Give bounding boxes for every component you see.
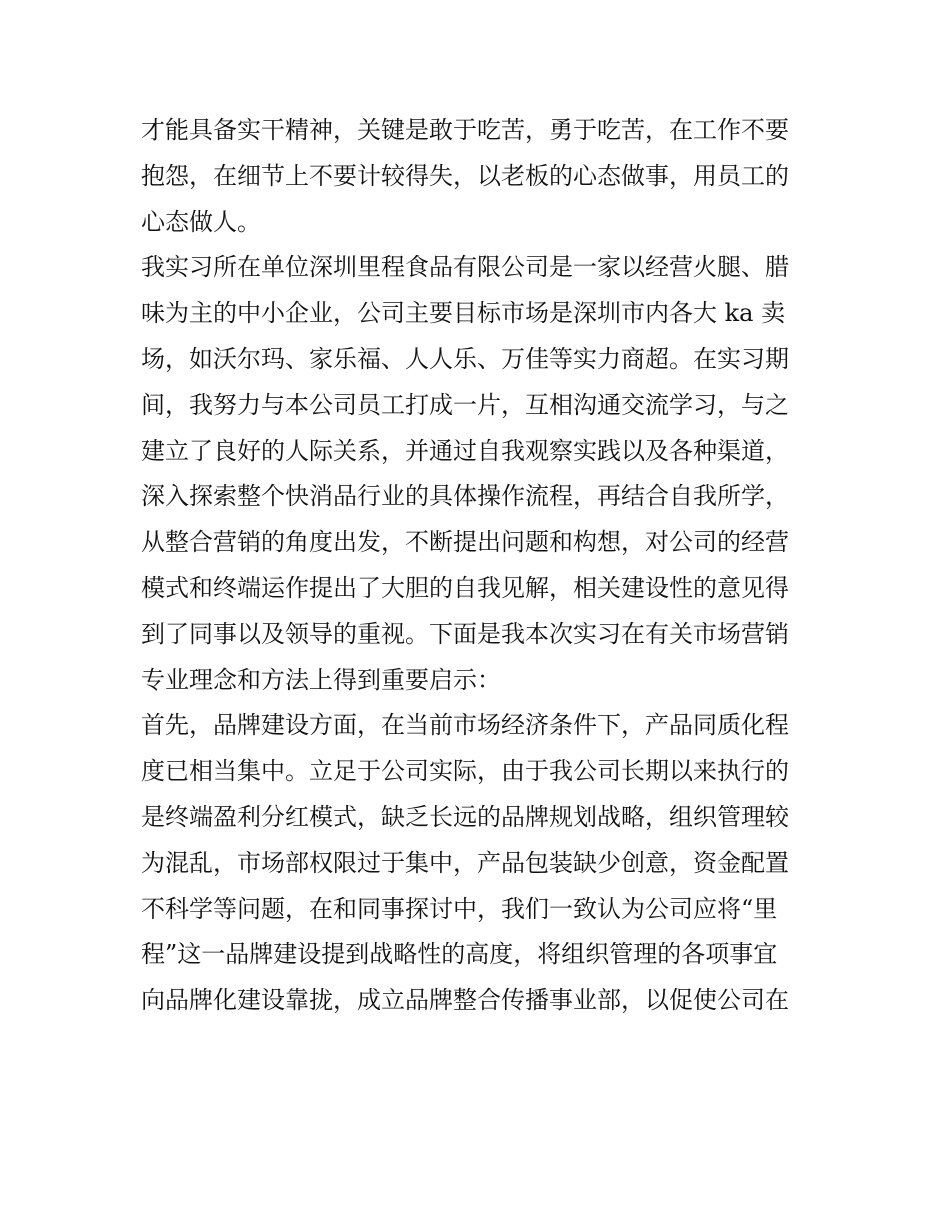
text-line: 为混乱，市场部权限过于集中，产品包装缺少创意，资金配置 bbox=[141, 848, 789, 877]
text-line: 心态做人。 bbox=[141, 207, 261, 236]
text-line: 程”这一品牌建设提到战略性的高度，将组织管理的各项事宜 bbox=[141, 940, 778, 969]
text-line: 才能具备实干精神，关键是敢于吃苦，勇于吃苦，在工作不要 bbox=[141, 116, 789, 144]
text-line: 味为主的中小企业，公司主要目标市场是深圳市内各大 ka 卖 bbox=[141, 299, 786, 328]
text-line: 首先，品牌建设方面，在当前市场经济条件下，产品同质化程 bbox=[141, 711, 789, 740]
text-line: 专业理念和方法上得到重要启示： bbox=[141, 665, 501, 694]
text-line: 向品牌化建设靠拢，成立品牌整合传播事业部，以促使公司在 bbox=[141, 986, 789, 1015]
text-line: 场，如沃尔玛、家乐福、人人乐、万佳等实力商超。在实习期 bbox=[141, 344, 789, 373]
text-line: 度已相当集中。立足于公司实际，由于我公司长期以来执行的 bbox=[141, 757, 789, 786]
text-line: 不科学等问题，在和同事探讨中，我们一致认为公司应将“里 bbox=[141, 894, 778, 923]
text-line: 从整合营销的角度出发，不断提出问题和构想，对公司的经营 bbox=[141, 528, 789, 557]
text-line: 是终端盈利分红模式，缺乏长远的品牌规划战略，组织管理较 bbox=[141, 802, 789, 831]
text-line: 到了同事以及领导的重视。下面是我本次实习在有关市场营销 bbox=[141, 619, 789, 648]
text-line: 模式和终端运作提出了大胆的自我见解，相关建设性的意见得 bbox=[141, 573, 789, 602]
text-line: 建立了良好的人际关系，并通过自我观察实践以及各种渠道， bbox=[141, 436, 789, 465]
text-line: 抱怨，在细节上不要计较得失，以老板的心态做事，用员工的 bbox=[141, 161, 789, 190]
text-line: 我实习所在单位深圳里程食品有限公司是一家以经营火腿、腊 bbox=[141, 253, 789, 282]
body-text bbox=[141, 108, 813, 1024]
text-line: 深入探索整个快消品行业的具体操作流程，再结合自我所学， bbox=[141, 482, 789, 511]
text-line: 间，我努力与本公司员工打成一片，互相沟通交流学习，与之 bbox=[141, 390, 789, 419]
